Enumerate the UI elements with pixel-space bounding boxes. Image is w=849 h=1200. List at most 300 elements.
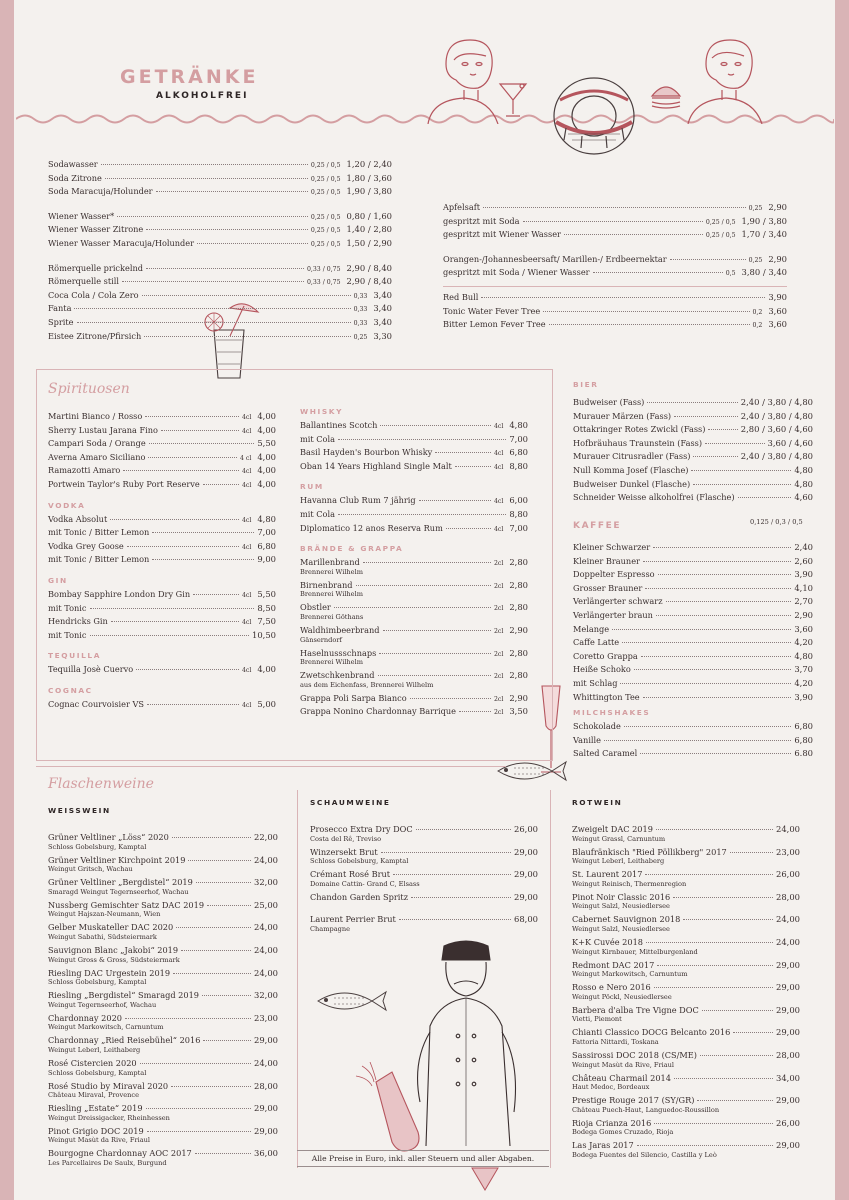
dot-leader <box>693 456 737 457</box>
item-price: 4,00 <box>257 478 276 489</box>
item-price: 4,20 <box>794 677 813 688</box>
item-name: Campari Soda / Orange <box>48 438 146 449</box>
item-price: 6,00 <box>509 495 528 506</box>
list-item <box>573 437 813 451</box>
item-subtitle: Weingut Masùt da Rive, Friaul <box>572 1060 675 1069</box>
dot-leader <box>645 874 773 875</box>
item-name: Wiener Wasser Maracuja/Holunder <box>48 237 195 248</box>
dot-leader <box>593 272 723 273</box>
list-item <box>48 289 392 303</box>
list-gap <box>48 199 392 210</box>
dot-leader <box>705 443 764 444</box>
item-name: Coca Cola / Cola Zero <box>48 289 139 300</box>
list-item <box>443 201 787 215</box>
item-price: 1,50 / 2,90 <box>346 237 392 248</box>
item-name: Budweiser Dunkel (Flasche) <box>573 478 691 489</box>
item-subtitle: Brennerei Wilhelm <box>300 658 363 667</box>
dot-leader <box>674 416 738 417</box>
list-item <box>573 491 813 505</box>
dot-leader <box>152 559 254 560</box>
item-price: 2,80 <box>509 647 528 658</box>
item-size: 4cl <box>493 423 504 430</box>
item-price: 8,80 <box>509 508 528 519</box>
item-size: 4cl <box>493 463 504 471</box>
dot-leader <box>622 642 791 643</box>
dot-leader <box>673 897 773 898</box>
dot-leader <box>653 547 791 548</box>
item-price: 23,00 <box>776 846 800 857</box>
item-name: gespritzt mit Soda / Wiener Wasser <box>443 267 590 278</box>
dot-leader <box>730 852 773 853</box>
item-subtitle: Vietti, Piemont <box>572 1015 622 1024</box>
dot-leader <box>379 653 491 654</box>
dot-leader <box>624 726 791 727</box>
divider-line <box>36 766 506 767</box>
divider-line <box>550 790 551 1168</box>
item-price: 4,10 <box>794 582 813 593</box>
item-price: 1,90 / 3,80 <box>346 186 392 197</box>
section-heading: COGNAC <box>48 685 93 695</box>
item-name: K+K Cuvée 2018 <box>572 936 643 947</box>
item-name: Römerquelle still <box>48 276 120 287</box>
list-item <box>48 210 392 224</box>
list-item <box>573 747 813 761</box>
item-price: 26,00 <box>514 824 538 834</box>
list-item <box>443 305 787 319</box>
rotwein-list <box>572 823 800 1162</box>
item-size: 0,5 <box>725 270 736 278</box>
list-item <box>48 302 392 316</box>
dot-leader <box>658 574 792 575</box>
item-price: 4,80 <box>794 478 813 489</box>
page-subtitle: ALKOHOLFREI <box>156 91 249 101</box>
dot-leader <box>383 630 491 631</box>
item-price: 24,00 <box>776 936 800 947</box>
item-name: mit Tonic <box>48 629 87 640</box>
list-item <box>300 705 528 719</box>
dot-leader <box>196 882 251 883</box>
dot-leader <box>481 297 765 298</box>
dot-leader <box>147 704 239 705</box>
item-price: 4,80 <box>509 420 528 430</box>
item-name: Ramazotti Amaro <box>48 465 121 476</box>
item-size: 4cl <box>241 591 252 599</box>
item-name: Red Bull <box>443 291 479 302</box>
item-subtitle: Weingut Leberl, Leithaberg <box>48 1045 141 1054</box>
item-size: 4 cl <box>239 454 252 462</box>
item-price: 1,80 / 3,60 <box>346 172 392 183</box>
list-item <box>48 588 276 602</box>
list-item <box>573 555 813 569</box>
dot-leader <box>446 528 491 529</box>
dot-leader <box>416 829 511 830</box>
item-price: 7,00 <box>257 527 276 538</box>
item-size: 0,25 / 0,5 <box>310 227 341 235</box>
item-subtitle: Château Miraval, Provence <box>48 1091 139 1100</box>
list-item <box>300 446 528 460</box>
item-price: 29,00 <box>254 1035 278 1046</box>
list-item <box>443 228 787 242</box>
dot-leader <box>380 425 491 426</box>
item-price: 68,00 <box>514 914 538 925</box>
item-subtitle: Fattoria Nittardi, Toskana <box>572 1037 659 1046</box>
list-item <box>573 650 813 664</box>
list-item <box>573 663 813 677</box>
item-name: Ottakringer Rotes Zwickl (Fass) <box>573 424 706 435</box>
list-item <box>300 419 528 433</box>
dot-leader <box>146 1108 251 1109</box>
item-price: 8,50 <box>257 602 276 613</box>
item-name: Schokolade <box>573 721 621 731</box>
item-name: Riesling „Bergdistel“ Smaragd 2019 <box>48 990 200 1001</box>
item-name: Grüner Veltliner „Bergdistel“ 2019 <box>48 877 193 888</box>
item-name: mit Schlag <box>573 677 618 688</box>
item-subtitle: Brennerei Wilhelm <box>300 590 363 599</box>
dot-leader <box>399 919 511 920</box>
item-size: 4cl <box>241 543 252 551</box>
item-price: 4,80 <box>794 650 813 661</box>
list-item <box>48 615 276 629</box>
dot-leader <box>117 216 308 217</box>
item-size: 2cl <box>493 582 504 590</box>
list-item <box>573 450 813 464</box>
item-size: 0,25 <box>748 256 763 264</box>
item-name: Tequilla Josè Cuervo <box>48 664 134 675</box>
item-price: 2,40 <box>794 542 813 552</box>
list-item <box>48 451 276 465</box>
dot-leader <box>146 268 304 269</box>
item-subtitle: Domaine Cattin- Grand C, Elsass <box>310 879 420 888</box>
item-price: 2,90 <box>768 253 787 264</box>
item-name: Kleiner Schwarzer <box>573 542 651 552</box>
item-subtitle: Weingut Tegernseerhof, Wachau <box>48 1000 157 1009</box>
list-item <box>48 185 392 199</box>
item-price: 2,90 <box>768 202 787 212</box>
item-name: Riesling „Estate“ 2019 <box>48 1103 143 1114</box>
item-price: 1,70 / 3,40 <box>741 229 787 240</box>
dot-leader <box>172 837 251 838</box>
dot-leader <box>334 607 491 608</box>
item-name: Whittington Tee <box>573 691 640 702</box>
list-item <box>48 424 276 438</box>
item-name: Vodka Absolut <box>48 513 108 524</box>
item-name: Laurent Perrier Brut <box>310 914 396 925</box>
dot-leader <box>197 243 308 244</box>
list-item <box>573 541 813 555</box>
dot-leader <box>203 484 239 485</box>
dot-leader <box>637 1145 773 1146</box>
item-name: Grosser Brauner <box>573 582 643 593</box>
item-size: 0,33 <box>353 319 368 327</box>
item-price: 24,00 <box>254 922 278 933</box>
item-name: Château Charmail 2014 <box>572 1072 671 1083</box>
list-item <box>300 692 528 706</box>
item-name: Rosé Cistercien 2020 <box>48 1057 137 1068</box>
item-price: 4,00 <box>257 664 276 675</box>
item-subtitle: Brennerei Wilhelm <box>300 567 363 576</box>
item-size: 0,33 / 0,75 <box>306 279 341 287</box>
item-name: Caffe Latte <box>573 637 620 648</box>
dot-leader <box>419 500 491 501</box>
section-heading: WHISKY <box>300 407 344 416</box>
item-name: mit Tonic / Bitter Lemon <box>48 527 150 538</box>
item-price: 9,00 <box>257 554 276 565</box>
list-item <box>573 478 813 492</box>
item-price: 5,00 <box>257 698 276 709</box>
list-item <box>573 691 813 705</box>
list-item <box>48 437 276 451</box>
dot-leader <box>77 322 351 323</box>
list-item <box>48 410 276 424</box>
item-name: gespritzt mit Soda <box>443 215 520 226</box>
dot-leader <box>195 1153 251 1154</box>
item-price: 7,00 <box>509 522 528 533</box>
item-price: 10,50 <box>252 629 276 640</box>
item-price: 26,00 <box>776 1117 800 1128</box>
item-name: Rosé Studio by Miraval 2020 <box>48 1080 169 1091</box>
item-name: Redmont DAC 2017 <box>572 959 655 970</box>
dot-leader <box>543 311 749 312</box>
dot-leader <box>646 942 773 943</box>
item-price: 24,00 <box>776 824 800 834</box>
item-name: Zwetschkenbrand <box>300 670 375 681</box>
dot-leader <box>640 753 791 754</box>
list-item <box>48 629 276 643</box>
item-size: 0,25 <box>748 205 763 212</box>
item-name: Sassirossi DOC 2018 (CS/ME) <box>572 1049 697 1060</box>
alkoholfrei-right-list <box>443 201 787 332</box>
dot-leader <box>645 588 791 589</box>
item-name: Römerquelle prickelnd <box>48 262 143 273</box>
item-name: Doppelter Espresso <box>573 569 655 580</box>
item-name: Sprite <box>48 316 74 327</box>
item-price: 28,00 <box>776 1049 800 1060</box>
item-name: Waldhimbeerbrand <box>300 624 380 635</box>
item-name: Ballantines Scotch <box>300 420 378 430</box>
item-size: 4cl <box>241 701 252 709</box>
item-subtitle: Weingut Gross & Gross, Südsteiermark <box>48 955 180 964</box>
item-price: 4,80 <box>794 464 813 475</box>
item-name: Murauer Märzen (Fass) <box>573 410 672 421</box>
dot-leader <box>149 443 255 444</box>
item-price: 2,80 <box>509 579 528 590</box>
list-item <box>443 215 787 229</box>
item-price: 24,00 <box>254 854 278 865</box>
dot-leader <box>171 1086 251 1087</box>
dot-leader <box>127 546 239 547</box>
item-subtitle: Weingut Gritsch, Wachau <box>48 865 133 874</box>
item-price: 7,50 <box>257 616 276 627</box>
dot-leader <box>338 514 506 515</box>
item-size: 2cl <box>493 627 504 635</box>
spirituosen-heading: Spirituosen <box>48 381 130 397</box>
item-size: 0,33 <box>353 306 368 314</box>
item-price: 24,00 <box>254 944 278 955</box>
item-price: 3,40 <box>373 289 392 300</box>
item-size: 0,33 / 0,75 <box>306 265 341 273</box>
item-name: Basil Hayden's Bourbon Whisky <box>300 447 433 458</box>
item-name: mit Tonic <box>48 602 87 613</box>
item-name: Sauvignon Blanc „Jakobi“ 2019 <box>48 944 179 955</box>
dot-leader <box>654 987 773 988</box>
item-price: 3,60 <box>768 305 787 316</box>
item-name: Chandon Garden Spritz <box>310 891 409 902</box>
kaffee-sizes: 0,125 / 0,3 / 0,5 <box>750 518 803 526</box>
item-subtitle: Weingut Dreissigacker, Rheinhessen <box>48 1113 170 1122</box>
dot-leader <box>620 683 791 684</box>
list-item <box>573 464 813 478</box>
dot-leader <box>203 1040 251 1041</box>
item-name: Grüner Veltliner Kirchpoint 2019 <box>48 854 186 865</box>
item-price: 1,20 / 2,40 <box>346 159 392 169</box>
dot-leader <box>338 439 506 440</box>
dot-leader <box>207 905 251 906</box>
item-price: 5,50 <box>257 588 276 599</box>
item-size: 2cl <box>493 560 504 568</box>
dot-leader <box>683 919 773 920</box>
item-name: St. Laurent 2017 <box>572 869 643 880</box>
page-title: GETRÄNKE <box>120 66 259 88</box>
dot-leader <box>654 1123 773 1124</box>
dot-leader <box>136 669 239 670</box>
section-heading: TEQUILLA <box>48 651 102 661</box>
schaumweine-heading: SCHAUMWEINE <box>310 798 391 807</box>
item-name: Soda Maracuja/Holunder <box>48 186 153 197</box>
list-item <box>573 720 813 734</box>
dot-leader <box>455 466 491 467</box>
item-price: 4,20 <box>794 637 813 648</box>
dot-leader <box>410 698 491 699</box>
item-price: 2,80 / 3,60 / 4,60 <box>740 424 813 435</box>
list-item <box>48 275 392 289</box>
footer-note: Alle Preise in Euro, inkl. aller Steuern und aller Abgaben. <box>297 1150 549 1167</box>
item-name: Vodka Grey Goose <box>48 540 124 551</box>
item-name: Vanille <box>573 734 602 745</box>
item-price: 29,00 <box>776 959 800 970</box>
spirituosen-col2-list <box>300 398 528 719</box>
weisswein-list <box>48 831 278 1170</box>
item-subtitle: Bodega Gomes Cruzado, Rioja <box>572 1128 674 1137</box>
item-size: 2cl <box>493 673 504 681</box>
item-name: Murauer Citrusradler (Fass) <box>573 451 691 462</box>
dot-leader <box>125 1018 251 1019</box>
flaschenweine-heading: Flaschenweine <box>48 776 154 792</box>
item-name: Gelber Muskateller DAC 2020 <box>48 922 174 933</box>
item-price: 29,00 <box>514 869 538 880</box>
item-price: 2,90 <box>509 692 528 703</box>
dot-leader <box>173 973 251 974</box>
list-item <box>300 508 528 522</box>
item-price: 5,50 <box>257 438 276 449</box>
item-subtitle: Brennerei Göthans <box>300 612 364 621</box>
dot-leader <box>181 950 251 951</box>
item-name: mit Tonic / Bitter Lemon <box>48 554 150 565</box>
dot-leader <box>156 191 308 192</box>
list-item <box>573 623 813 637</box>
list-item <box>48 158 392 172</box>
item-name: Martini Bianco / Rosso <box>48 411 143 421</box>
item-price: 3,90 <box>794 691 813 702</box>
item-name: Cognac Courvoisier VS <box>48 698 145 709</box>
dot-leader <box>356 585 491 586</box>
item-price: 3,90 <box>794 569 813 580</box>
item-size: 0,25 / 0,5 <box>310 175 341 183</box>
item-price: 29,00 <box>776 1027 800 1038</box>
item-price: 7,00 <box>509 433 528 444</box>
item-price: 32,00 <box>254 990 278 1001</box>
item-size: 0,2 <box>752 308 763 316</box>
item-price: 4,60 <box>794 492 813 503</box>
item-name: Riesling DAC Urgestein 2019 <box>48 967 171 978</box>
item-price: 24,00 <box>776 914 800 925</box>
list-item <box>48 237 392 251</box>
item-name: Hendricks Gin <box>48 616 108 627</box>
item-name: Apfelsaft <box>443 202 481 212</box>
dot-leader <box>101 164 308 165</box>
dot-leader <box>733 1032 773 1033</box>
dot-leader <box>643 561 791 562</box>
list-item <box>300 433 528 447</box>
item-size: 4cl <box>241 667 252 675</box>
dot-leader <box>674 1078 773 1079</box>
dot-leader <box>381 852 511 853</box>
item-name: Crémant Rosé Brut <box>310 869 391 880</box>
item-name: Chardonnay „Ried Reisebühel“ 2016 <box>48 1035 201 1046</box>
item-price: 23,00 <box>254 1012 278 1023</box>
item-name: Prestige Rouge 2017 (SY/GR) <box>572 1095 695 1106</box>
dot-leader <box>459 711 491 712</box>
item-price: 29,00 <box>776 982 800 993</box>
item-name: Nussberg Gemischter Satz DAC 2019 <box>48 899 205 910</box>
item-name: Salted Caramel <box>573 748 638 759</box>
item-subtitle: Weingut Pöckl, Neusiedlersee <box>572 992 672 1001</box>
dot-leader <box>105 178 308 179</box>
item-size: 0,25 / 0,5 <box>705 232 736 240</box>
item-subtitle: Les Parcellaires De Saulx, Burgund <box>48 1158 167 1167</box>
section-heading: VODKA <box>48 500 86 510</box>
list-item <box>443 266 787 280</box>
item-name: Wiener Wasser* <box>48 210 115 221</box>
item-name: Grappa Poli Sarpa Bianco <box>300 692 407 703</box>
item-price: 6,80 <box>794 721 813 731</box>
item-name: Bombay Sapphire London Dry Gin <box>48 588 191 599</box>
item-name: Eistee Zitrone/Pfirsich <box>48 330 142 341</box>
dot-leader <box>378 675 491 676</box>
item-size: 4cl <box>241 427 252 435</box>
item-price: 29,00 <box>514 891 538 902</box>
item-subtitle: Weingut Grassl, Carnuntum <box>572 834 666 843</box>
item-price: 3,80 / 3,40 <box>741 267 787 278</box>
item-name: Birnenbrand <box>300 579 353 590</box>
dot-leader <box>161 430 239 431</box>
item-price: 3,60 / 4,60 <box>767 437 813 448</box>
item-subtitle: Smaragd Weingut Tegernseerhof, Wachau <box>48 887 189 896</box>
item-price: 6.80 <box>794 748 813 759</box>
item-price: 26,00 <box>776 869 800 880</box>
item-price: 22,00 <box>254 832 278 842</box>
dot-leader <box>90 608 255 609</box>
item-name: Pinot Grigio DOC 2019 <box>48 1125 144 1136</box>
dot-leader <box>176 927 251 928</box>
item-name: Kleiner Brauner <box>573 555 640 566</box>
dot-leader <box>641 656 792 657</box>
item-name: Portwein Taylor's Ruby Port Reserve <box>48 478 200 489</box>
milchshakes-heading: MILCHSHAKES <box>573 708 651 717</box>
item-name: Cabernet Sauvignon 2018 <box>572 914 681 925</box>
list-item <box>48 526 276 540</box>
item-name: Rosso e Nero 2016 <box>572 982 651 993</box>
item-price: 29,00 <box>776 1004 800 1015</box>
